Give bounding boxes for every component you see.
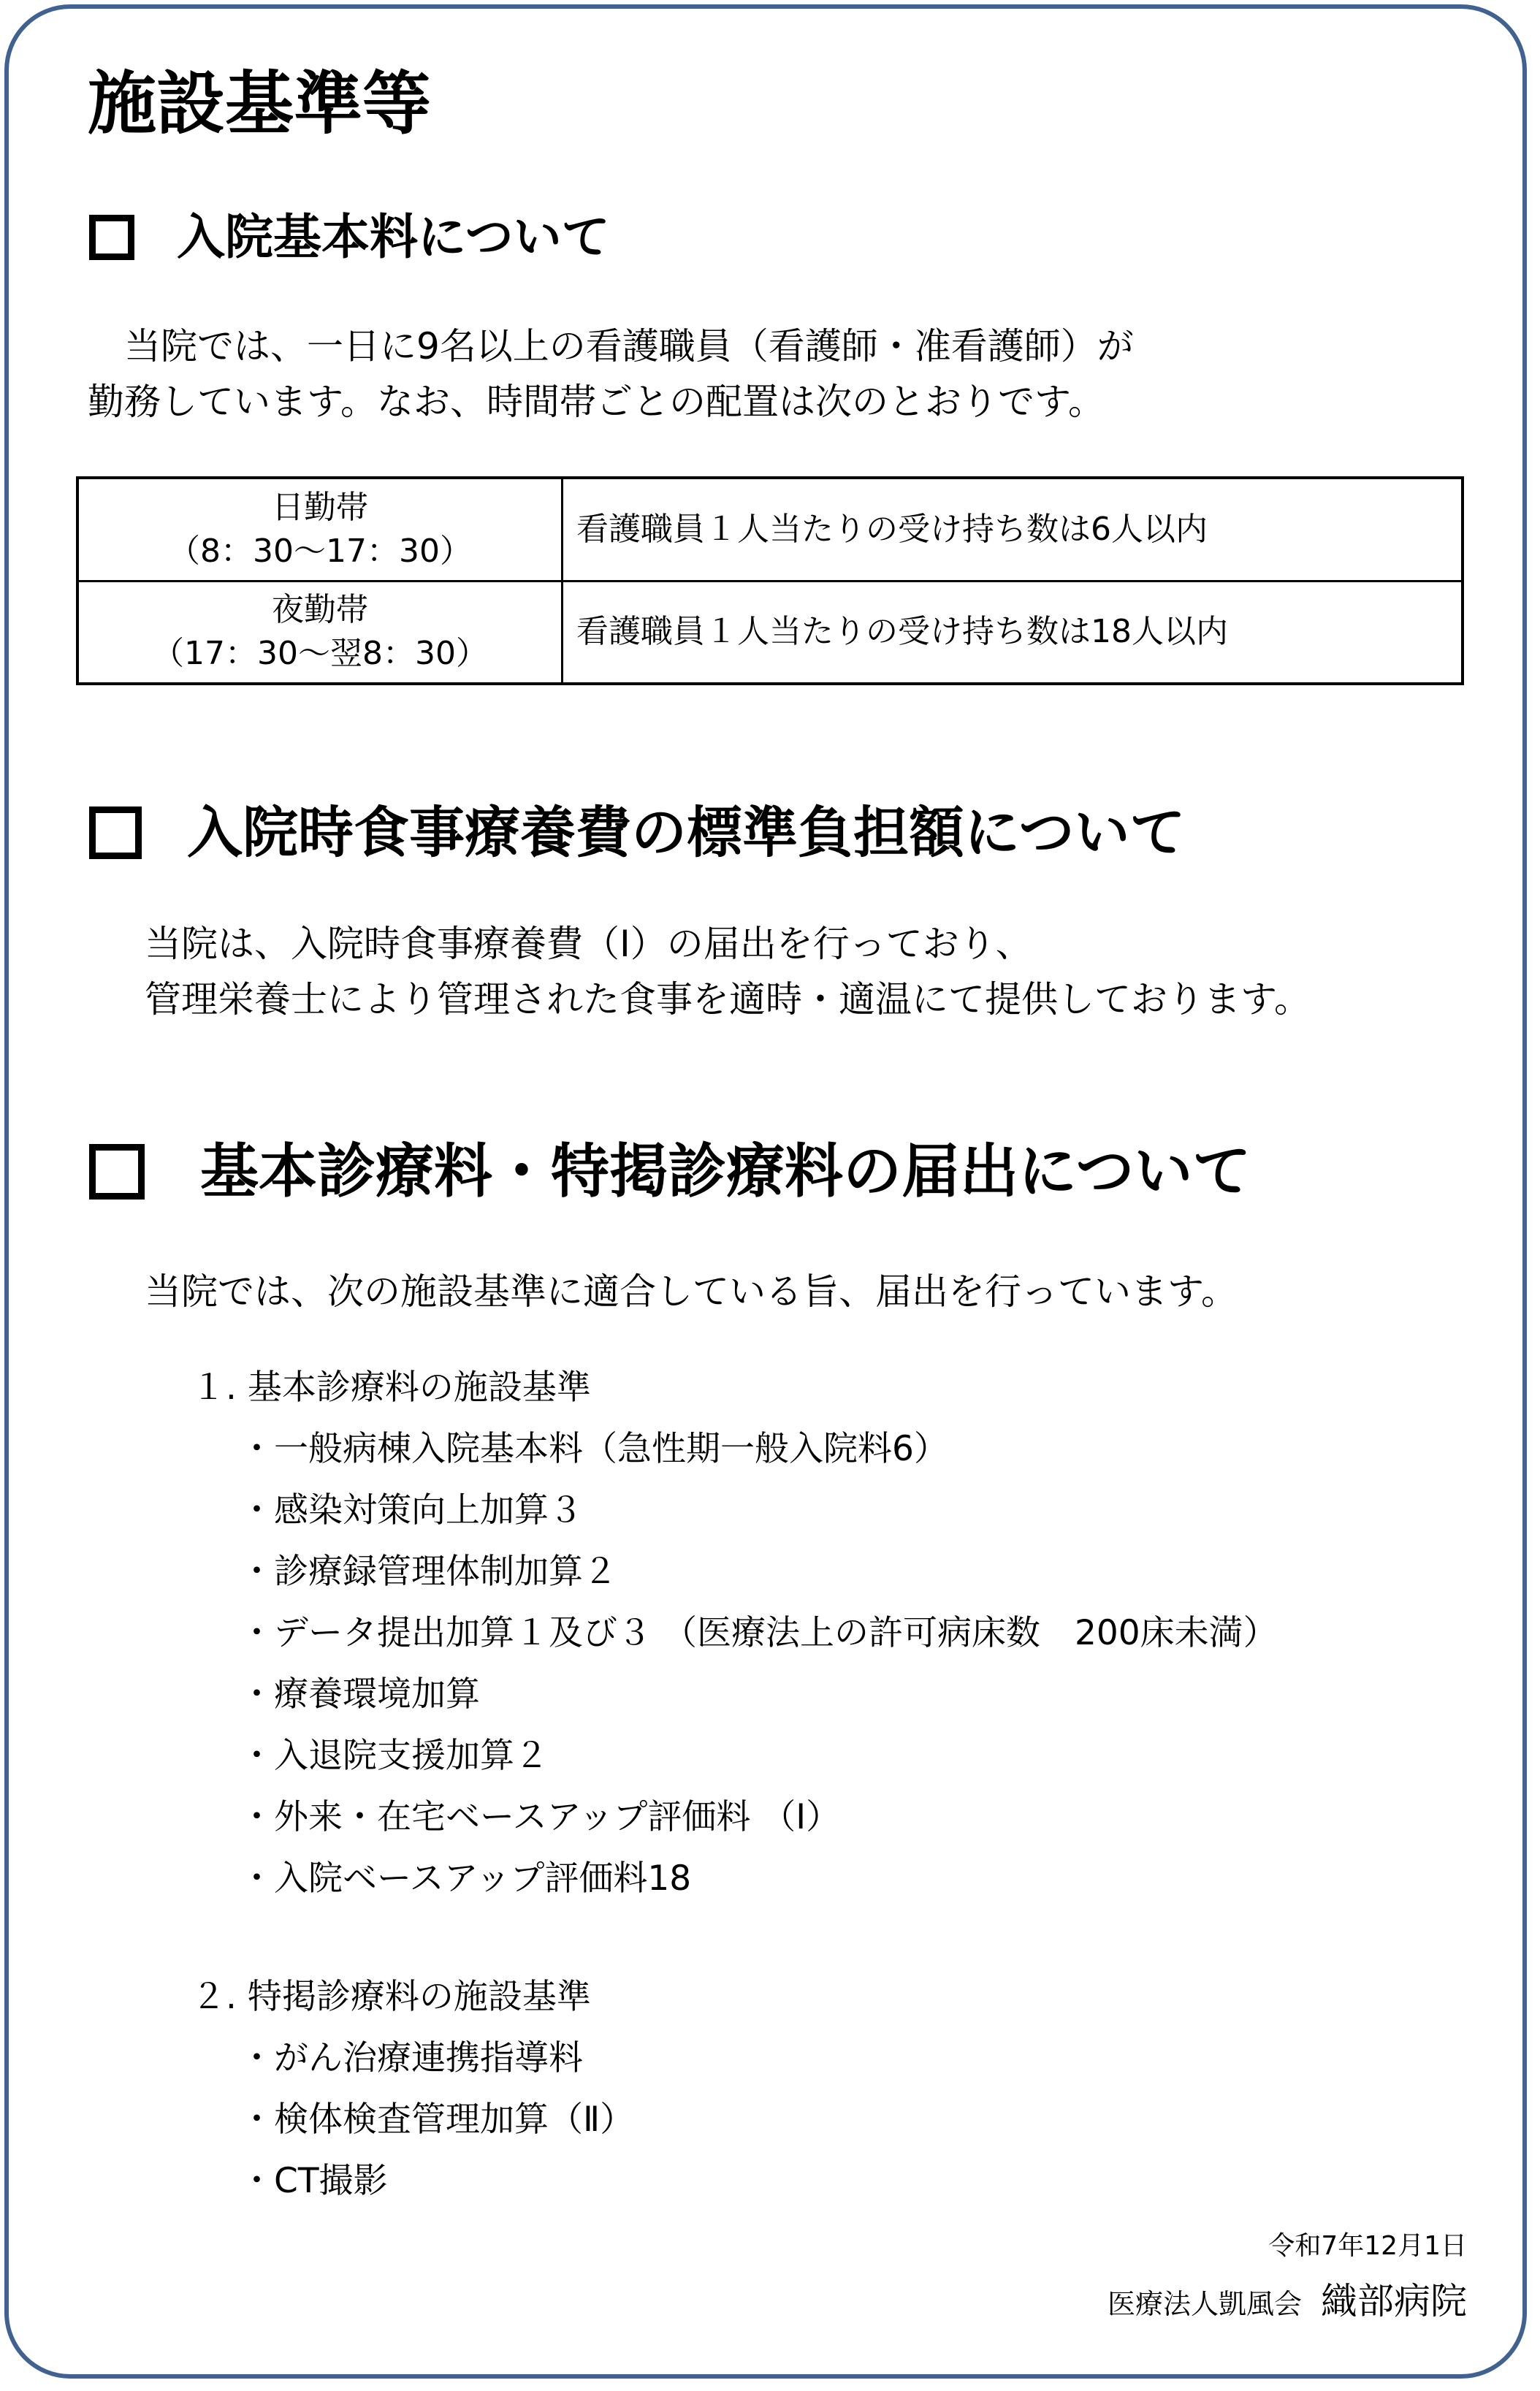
checkbox-icon: [89, 1144, 145, 1200]
page-title: 施設基準等: [88, 64, 432, 144]
list-title: １. 基本診療料の施設基準: [191, 1368, 591, 1408]
footer-date: 令和7年12月1日: [1268, 2231, 1467, 2261]
shift-cell: [77, 581, 563, 684]
list-item: ・一般病棟入院基本料（急性期一般入院料6）: [240, 1429, 948, 1469]
list-item: ・CT撮影: [240, 2161, 388, 2201]
shift-cell: [77, 478, 563, 581]
section-paragraph: [145, 1264, 1238, 1319]
shift-name: 日勤帯: [272, 488, 368, 526]
section-heading-filing: [89, 1137, 1251, 1205]
section-heading-inpatient-fee: [89, 209, 610, 265]
list-item: ・外来・在宅ベースアップ評価料 （Ⅰ）: [240, 1797, 841, 1837]
basic-fee-list: [191, 1357, 1278, 1910]
section-heading-label: 入院基本料について: [177, 209, 610, 265]
staffing-table: [76, 476, 1464, 685]
table-row: [77, 581, 1463, 684]
checkbox-icon: [89, 806, 142, 859]
list-title: ２. 特掲診療料の施設基準: [191, 1977, 591, 2017]
list-item: ・入退院支援加算２: [240, 1736, 549, 1776]
shift-name: 夜勤帯: [272, 591, 368, 629]
section-heading-label: 基本診療料・特掲診療料の届出について: [200, 1137, 1251, 1205]
checkbox-icon: [89, 215, 134, 260]
list-item: ・入院ベースアップ評価料18: [240, 1858, 692, 1899]
shift-hours: （17：30～翌8：30）: [152, 635, 488, 673]
list-item: ・データ提出加算１及び３ （医療法上の許可病床数 200床未満）: [240, 1613, 1278, 1653]
list-item: ・感染対策向上加算３: [240, 1490, 583, 1530]
list-item: ・がん治療連携指導料: [240, 2038, 583, 2078]
footer-signature: [1108, 2272, 1467, 2325]
list-item: ・診療録管理体制加算２: [240, 1552, 617, 1592]
paragraph-line: 管理栄養士により管理された食事を適時・適温にて提供しております。: [145, 978, 1311, 1021]
paragraph-line: 当院は、入院時食事療養費（Ⅰ）の届出を行っており、: [145, 923, 1032, 965]
shift-hours: （8：30～17：30）: [168, 532, 472, 570]
hospital-name: 織部病院: [1321, 2280, 1467, 2322]
section-paragraph: [88, 319, 1134, 430]
staffing-cell: 看護職員１人当たりの受け持ち数は18人以内: [563, 581, 1463, 684]
section-heading-meal-cost: [89, 800, 1186, 865]
organization-name: 医療法人凱風会: [1107, 2288, 1302, 2320]
section-heading-label: 入院時食事療養費の標準負担額について: [187, 800, 1186, 865]
paragraph-line: 当院では、次の施設基準に適合している旨、届出を行っています。: [145, 1270, 1238, 1313]
special-fee-list: [191, 1967, 634, 2212]
paragraph-line: 勤務しています。なお、時間帯ごとの配置は次のとおりです。: [88, 381, 1105, 423]
paragraph-line: 当院では、一日に9名以上の看護職員（看護師・准看護師）が: [88, 325, 1134, 367]
staffing-cell: 看護職員１人当たりの受け持ち数は6人以内: [563, 478, 1463, 581]
table-row: [77, 478, 1463, 581]
section-paragraph: [145, 916, 1311, 1027]
list-item: ・療養環境加算: [240, 1674, 480, 1715]
list-item: ・検体検査管理加算（Ⅱ）: [240, 2100, 635, 2140]
